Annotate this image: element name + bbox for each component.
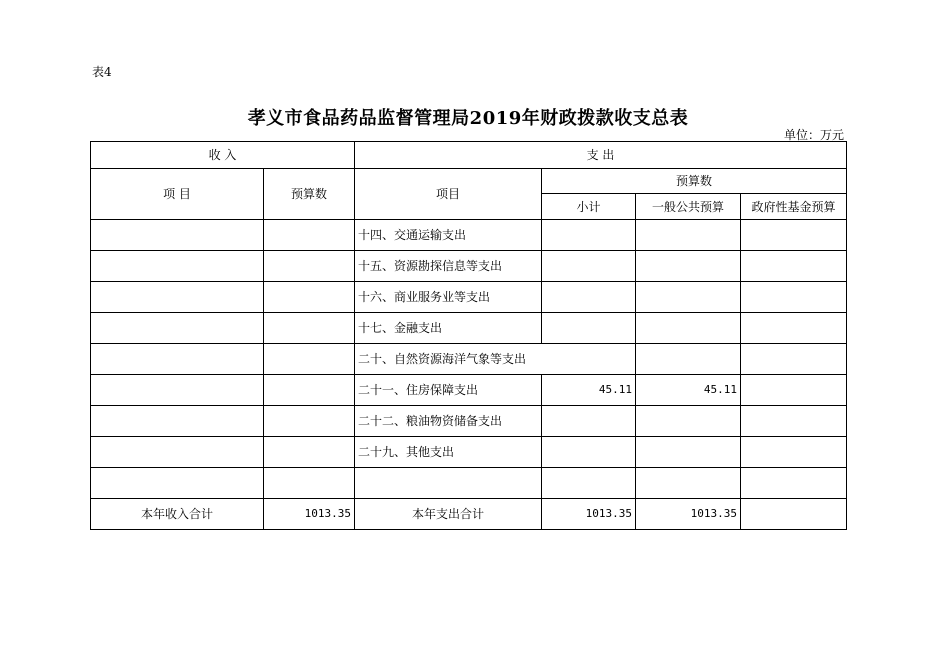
- income-total-value: 1013.35: [264, 499, 355, 530]
- unit-label: 单位：万元: [783, 128, 844, 142]
- general-budget-header: 一般公共预算: [636, 194, 741, 220]
- table-row: [91, 282, 847, 313]
- income-budget-cell: [264, 220, 355, 251]
- income-budget-cell: [264, 282, 355, 313]
- income-item-cell: [91, 375, 264, 406]
- expense-item-cell: [355, 468, 542, 499]
- income-budget-cell: [264, 437, 355, 468]
- gov-fund-cell: [741, 220, 847, 251]
- income-item-cell: [91, 313, 264, 344]
- subtotal-header: 小计: [542, 194, 636, 220]
- table-row: [91, 406, 847, 437]
- income-budget-header: 预算数: [264, 169, 355, 220]
- table-row: [91, 375, 847, 406]
- table-number: 表4: [92, 65, 112, 79]
- income-item-cell: [91, 220, 264, 251]
- subtotal-cell: [542, 282, 636, 313]
- income-item-cell: [91, 251, 264, 282]
- general-budget-cell: 45.11: [636, 375, 741, 406]
- general-total-value: 1013.35: [636, 499, 741, 530]
- subtotal-cell: 45.11: [542, 375, 636, 406]
- header-row: [91, 142, 847, 169]
- expense-budget-header: 预算数: [542, 169, 847, 194]
- expense-header: 支 出: [355, 142, 847, 169]
- expense-item-header: 项目: [355, 169, 542, 220]
- income-item-cell: [91, 468, 264, 499]
- table-row: [91, 344, 847, 375]
- income-total-label: 本年收入合计: [91, 499, 264, 530]
- document-title: 孝义市食品药品监督管理局2019年财政拨款收支总表: [247, 108, 689, 129]
- subtotal-cell: [542, 313, 636, 344]
- total-row: [91, 499, 847, 530]
- expense-item-cell: 十六、商业服务业等支出: [355, 282, 542, 313]
- budget-table: [90, 141, 847, 530]
- expense-item-cell: 十四、交通运输支出: [355, 220, 542, 251]
- income-header: 收 入: [91, 142, 355, 169]
- subtotal-cell: [542, 251, 636, 282]
- income-item-cell: [91, 437, 264, 468]
- general-budget-cell: [636, 468, 741, 499]
- subtotal-cell: [542, 406, 636, 437]
- income-item-cell: [91, 344, 264, 375]
- subtotal-cell: [542, 220, 636, 251]
- gov-fund-cell: [741, 282, 847, 313]
- subtotal-cell: [542, 468, 636, 499]
- table-row: [91, 468, 847, 499]
- income-item-cell: [91, 406, 264, 437]
- gov-fund-cell: [741, 468, 847, 499]
- expense-item-cell: 二十、自然资源海洋气象等支出: [355, 344, 636, 375]
- expense-item-cell: 二十九、其他支出: [355, 437, 542, 468]
- gov-fund-cell: [741, 313, 847, 344]
- expense-item-cell: 二十二、粮油物资储备支出: [355, 406, 542, 437]
- general-budget-cell: [636, 437, 741, 468]
- income-budget-cell: [264, 406, 355, 437]
- expense-total-label: 本年支出合计: [355, 499, 542, 530]
- expense-item-cell: 十七、金融支出: [355, 313, 542, 344]
- general-budget-cell: [636, 251, 741, 282]
- expense-item-cell: 二十一、住房保障支出: [355, 375, 542, 406]
- subtotal-cell: [542, 437, 636, 468]
- income-budget-cell: [264, 313, 355, 344]
- table-row: [91, 437, 847, 468]
- table-row: [91, 251, 847, 282]
- gov-fund-cell: [741, 437, 847, 468]
- table-row: [91, 220, 847, 251]
- gov-fund-total-value: [741, 499, 847, 530]
- general-budget-cell: [636, 313, 741, 344]
- income-budget-cell: [264, 251, 355, 282]
- subheader-row: [91, 169, 847, 194]
- income-item-cell: [91, 282, 264, 313]
- gov-fund-cell: [741, 406, 847, 437]
- expense-item-cell: 十五、资源勘探信息等支出: [355, 251, 542, 282]
- gov-fund-budget-header: 政府性基金预算: [741, 194, 847, 220]
- general-budget-cell: [636, 282, 741, 313]
- income-budget-cell: [264, 344, 355, 375]
- subtotal-total-value: 1013.35: [542, 499, 636, 530]
- general-budget-cell: [636, 220, 741, 251]
- income-budget-cell: [264, 468, 355, 499]
- general-budget-cell: [636, 406, 741, 437]
- income-budget-cell: [264, 375, 355, 406]
- gov-fund-cell: [741, 344, 847, 375]
- gov-fund-cell: [741, 375, 847, 406]
- general-budget-cell: [636, 344, 741, 375]
- table-row: [91, 313, 847, 344]
- gov-fund-cell: [741, 251, 847, 282]
- income-item-header: 项 目: [91, 169, 264, 220]
